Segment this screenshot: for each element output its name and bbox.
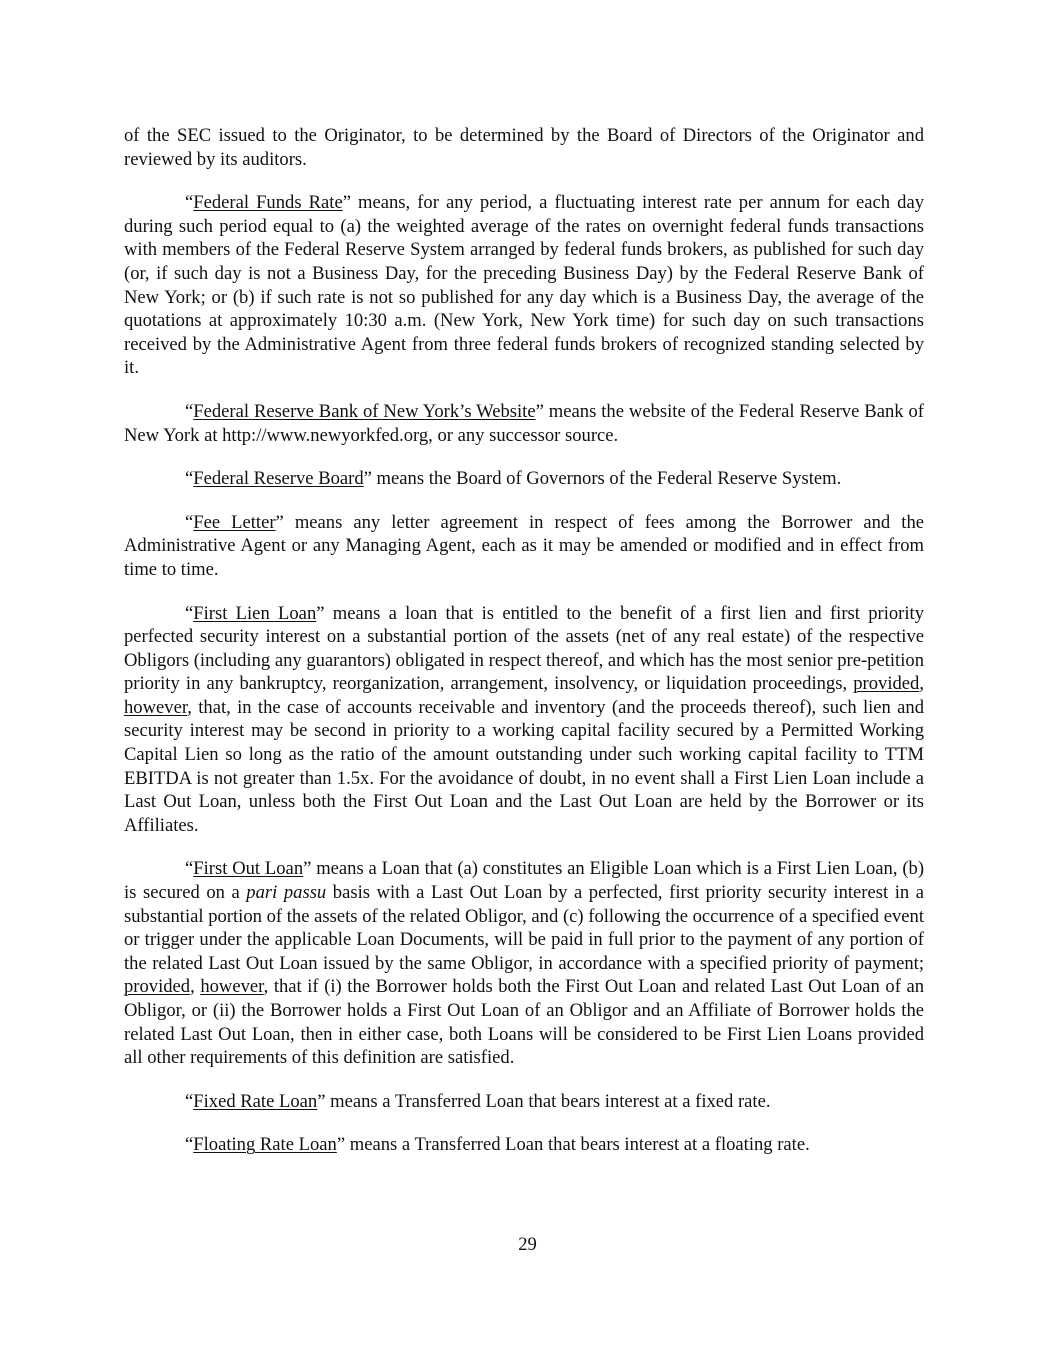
definition-first-out-loan: “First Out Loan” means a Loan that (a) constitutes an Eligible Loan which is a First Lien Loan, (b) is secured on a pari passu basis with a Last Out Loan by a perfected, first priority security interest in a substantial portion of the assets of the related Obligor, and (c) following the occurrence of a specified event or trigger under the applicable Loan Documents, will be paid in full prior to the payment of any portion of the related Last Out Loan issued by the same Obligor, in accordance with a specified priority of payment; provided, however, that if (i) the Borrower holds both the First Out Loan and related Last Out Loan of an Obligor, or (ii) the Borrower holds a First Out Loan of an Obligor and an Affiliate of Borrower holds the related Last Out Loan, then in either case, both Loans will be considered to be First Lien Loans provided all other requirements of this definition are satisfied. (124, 858, 925, 1069)
definition-text: basis with a Last Out Loan by a perfected, first priority security interest in a substantial portion of the assets of the related Obligor, and (c) following the occurrence of a specified event or trigger under the applicable Loan Documents, will be paid in full prior to the payment of any portion of the related Last Out Loan issued by the same Obligor, in accordance with a specified priority of payment; (124, 882, 924, 974)
document-body (124, 124, 924, 1177)
definition-text: , that, in the case of accounts receivable and inventory (and the proceeds thereof), such lien and security interest may be second in priority to a working capital facility secured by a Permitted Working Capital Lien so long as the ratio of the amount outstanding under such working capital facility to TTM EBITDA is not greater than 1.5x. For the avoidance of doubt, in no event shall a First Lien Loan include a Last Out Loan, unless both the First Out Loan and the Last Out Loan are held by the Borrower or its Affiliates. (124, 696, 924, 836)
provided-word: provided (853, 673, 920, 695)
definition-text: ” means any letter agreement in respect of fees among the Borrower and the Administrative Agent or any Managing Agent, each as it may be amended or modified and in effect from time to time. (124, 511, 924, 580)
however-word: however (200, 976, 264, 998)
defined-term: First Lien Loan (193, 602, 317, 624)
definition-federal-reserve-board: “Federal Reserve Board” means the Board of Governors of the Federal Reserve System. (185, 468, 842, 490)
definition-frbny-website: “Federal Reserve Bank of New York’s Website” means the website of the Federal Reserve Bank of New York at http://www.newyorkfed.org, or any successor source. (124, 400, 924, 446)
italic-phrase: pari passu (246, 882, 327, 904)
defined-term: Federal Reserve Board (193, 468, 364, 490)
definition-fee-letter: “Fee Letter” means any letter agreement in respect of fees among the Borrower and the Administrative Agent or any Managing Agent, each as it may be amended or modified and in effect from time to time. (124, 511, 924, 580)
comma: , (190, 976, 201, 998)
definition-text: ” means a Transferred Loan that bears interest at a fixed rate. (317, 1090, 771, 1112)
page-number: 29 (518, 1234, 537, 1255)
however-word: however (124, 696, 188, 718)
definition-federal-funds-rate: “Federal Funds Rate” means, for any period, a fluctuating interest rate per annum for each day during such period equal to (a) the weighted average of the rates on overnight federal funds transactions with members of the Federal Reserve System arranged by federal funds brokers, as published for such day (or, if such day is not a Business Day, for the preceding Business Day) by the Federal Reserve Bank of New York; or (b) if such rate is not so published for any day which is a Business Day, the average of the quotations at approximately 10:30 a.m. (New York, New York time) for such day on such transactions received by the Administrative Agent from three federal funds brokers of recognized standing selected by it. (124, 192, 924, 379)
comma: , (919, 673, 924, 695)
defined-term: Floating Rate Loan (193, 1134, 337, 1156)
definition-first-lien-loan: “First Lien Loan” means a loan that is entitled to the benefit of a first lien and first priority perfected security interest on a substantial portion of the assets (net of any real estate) of the respective Obligors (including any guarantors) obligated in respect thereof, and which has the most senior pre-petition priority in any bankruptcy, reorganization, arrangement, insolvency, or liquidation proceedings, provided, however, that, in the case of accounts receivable and inventory (and the proceeds thereof), such lien and security interest may be second in priority to a working capital facility secured by a Permitted Working Capital Lien so long as the ratio of the amount outstanding under such working capital facility to TTM EBITDA is not greater than 1.5x. For the avoidance of doubt, in no event shall a First Lien Loan include a Last Out Loan, unless both the First Out Loan and the Last Out Loan are held by the Borrower or its Affiliates. (124, 602, 924, 836)
defined-term: Federal Reserve Bank of New York’s Website (193, 400, 536, 422)
definition-text: ” means the Board of Governors of the Federal Reserve System. (363, 468, 842, 490)
provided-word: provided (124, 976, 191, 998)
definition-fixed-rate-loan: “Fixed Rate Loan” means a Transferred Loan that bears interest at a fixed rate. (185, 1090, 771, 1112)
defined-term: Fixed Rate Loan (193, 1090, 318, 1112)
defined-term: Federal Funds Rate (193, 192, 343, 214)
defined-term: First Out Loan (193, 858, 304, 880)
definition-text: ” means a loan that is entitled to the benefit of a first lien and first priority perfected security interest on a substantial portion of the assets (net of any real estate) of the respective Obligors (including any guarantors) obligated in respect thereof, and which has the most senior pre-petition priority in any bankruptcy, reorganization, arrangement, insolvency, or liquidation proceedings, (124, 602, 924, 695)
defined-term: Fee Letter (193, 511, 276, 533)
definition-text: ” means a Loan that (a) constitutes an Eligible Loan which is a First Lien Loan, (b) is secured on a (124, 858, 925, 904)
definition-text: ” means the website of the Federal Reserve Bank of New York at http://www.newyorkfed.org, or any successor source. (124, 400, 924, 446)
paragraph-continuation (124, 124, 924, 171)
paragraph-text: of the SEC issued to the Originator, to be determined by the Board of Directors of the Originator and reviewed by its auditors. (124, 125, 924, 170)
definition-text: ” means a Transferred Loan that bears interest at a floating rate. (336, 1134, 810, 1156)
definition-floating-rate-loan: “Floating Rate Loan” means a Transferred Loan that bears interest at a floating rate. (185, 1134, 810, 1156)
definition-text: , that if (i) the Borrower holds both the First Out Loan and related Last Out Loan of an Obligor, or (ii) the Borrower holds a First Out Loan of an Obligor and an Affiliate of Borrower holds the related Last Out Loan, then in either case, both Loans will be considered to be First Lien Loans provided all other requirements of this definition are satisfied. (124, 976, 924, 1069)
definition-text: ” means, for any period, a fluctuating interest rate per annum for each day during such period equal to (a) the weighted average of the rates on overnight federal funds transactions with members of the Federal Reserve System arranged by federal funds brokers, as published for such day (or, if such day is not a Business Day, for the preceding Business Day) by the Federal Reserve Bank of New York; or (b) if such rate is not so published for any day which is a Business Day, the average of the quotations at approximately 10:30 a.m. (New York, New York time) for such day on such transactions received by the Administrative Agent from three federal funds brokers of recognized standing selected by it. (124, 192, 924, 379)
